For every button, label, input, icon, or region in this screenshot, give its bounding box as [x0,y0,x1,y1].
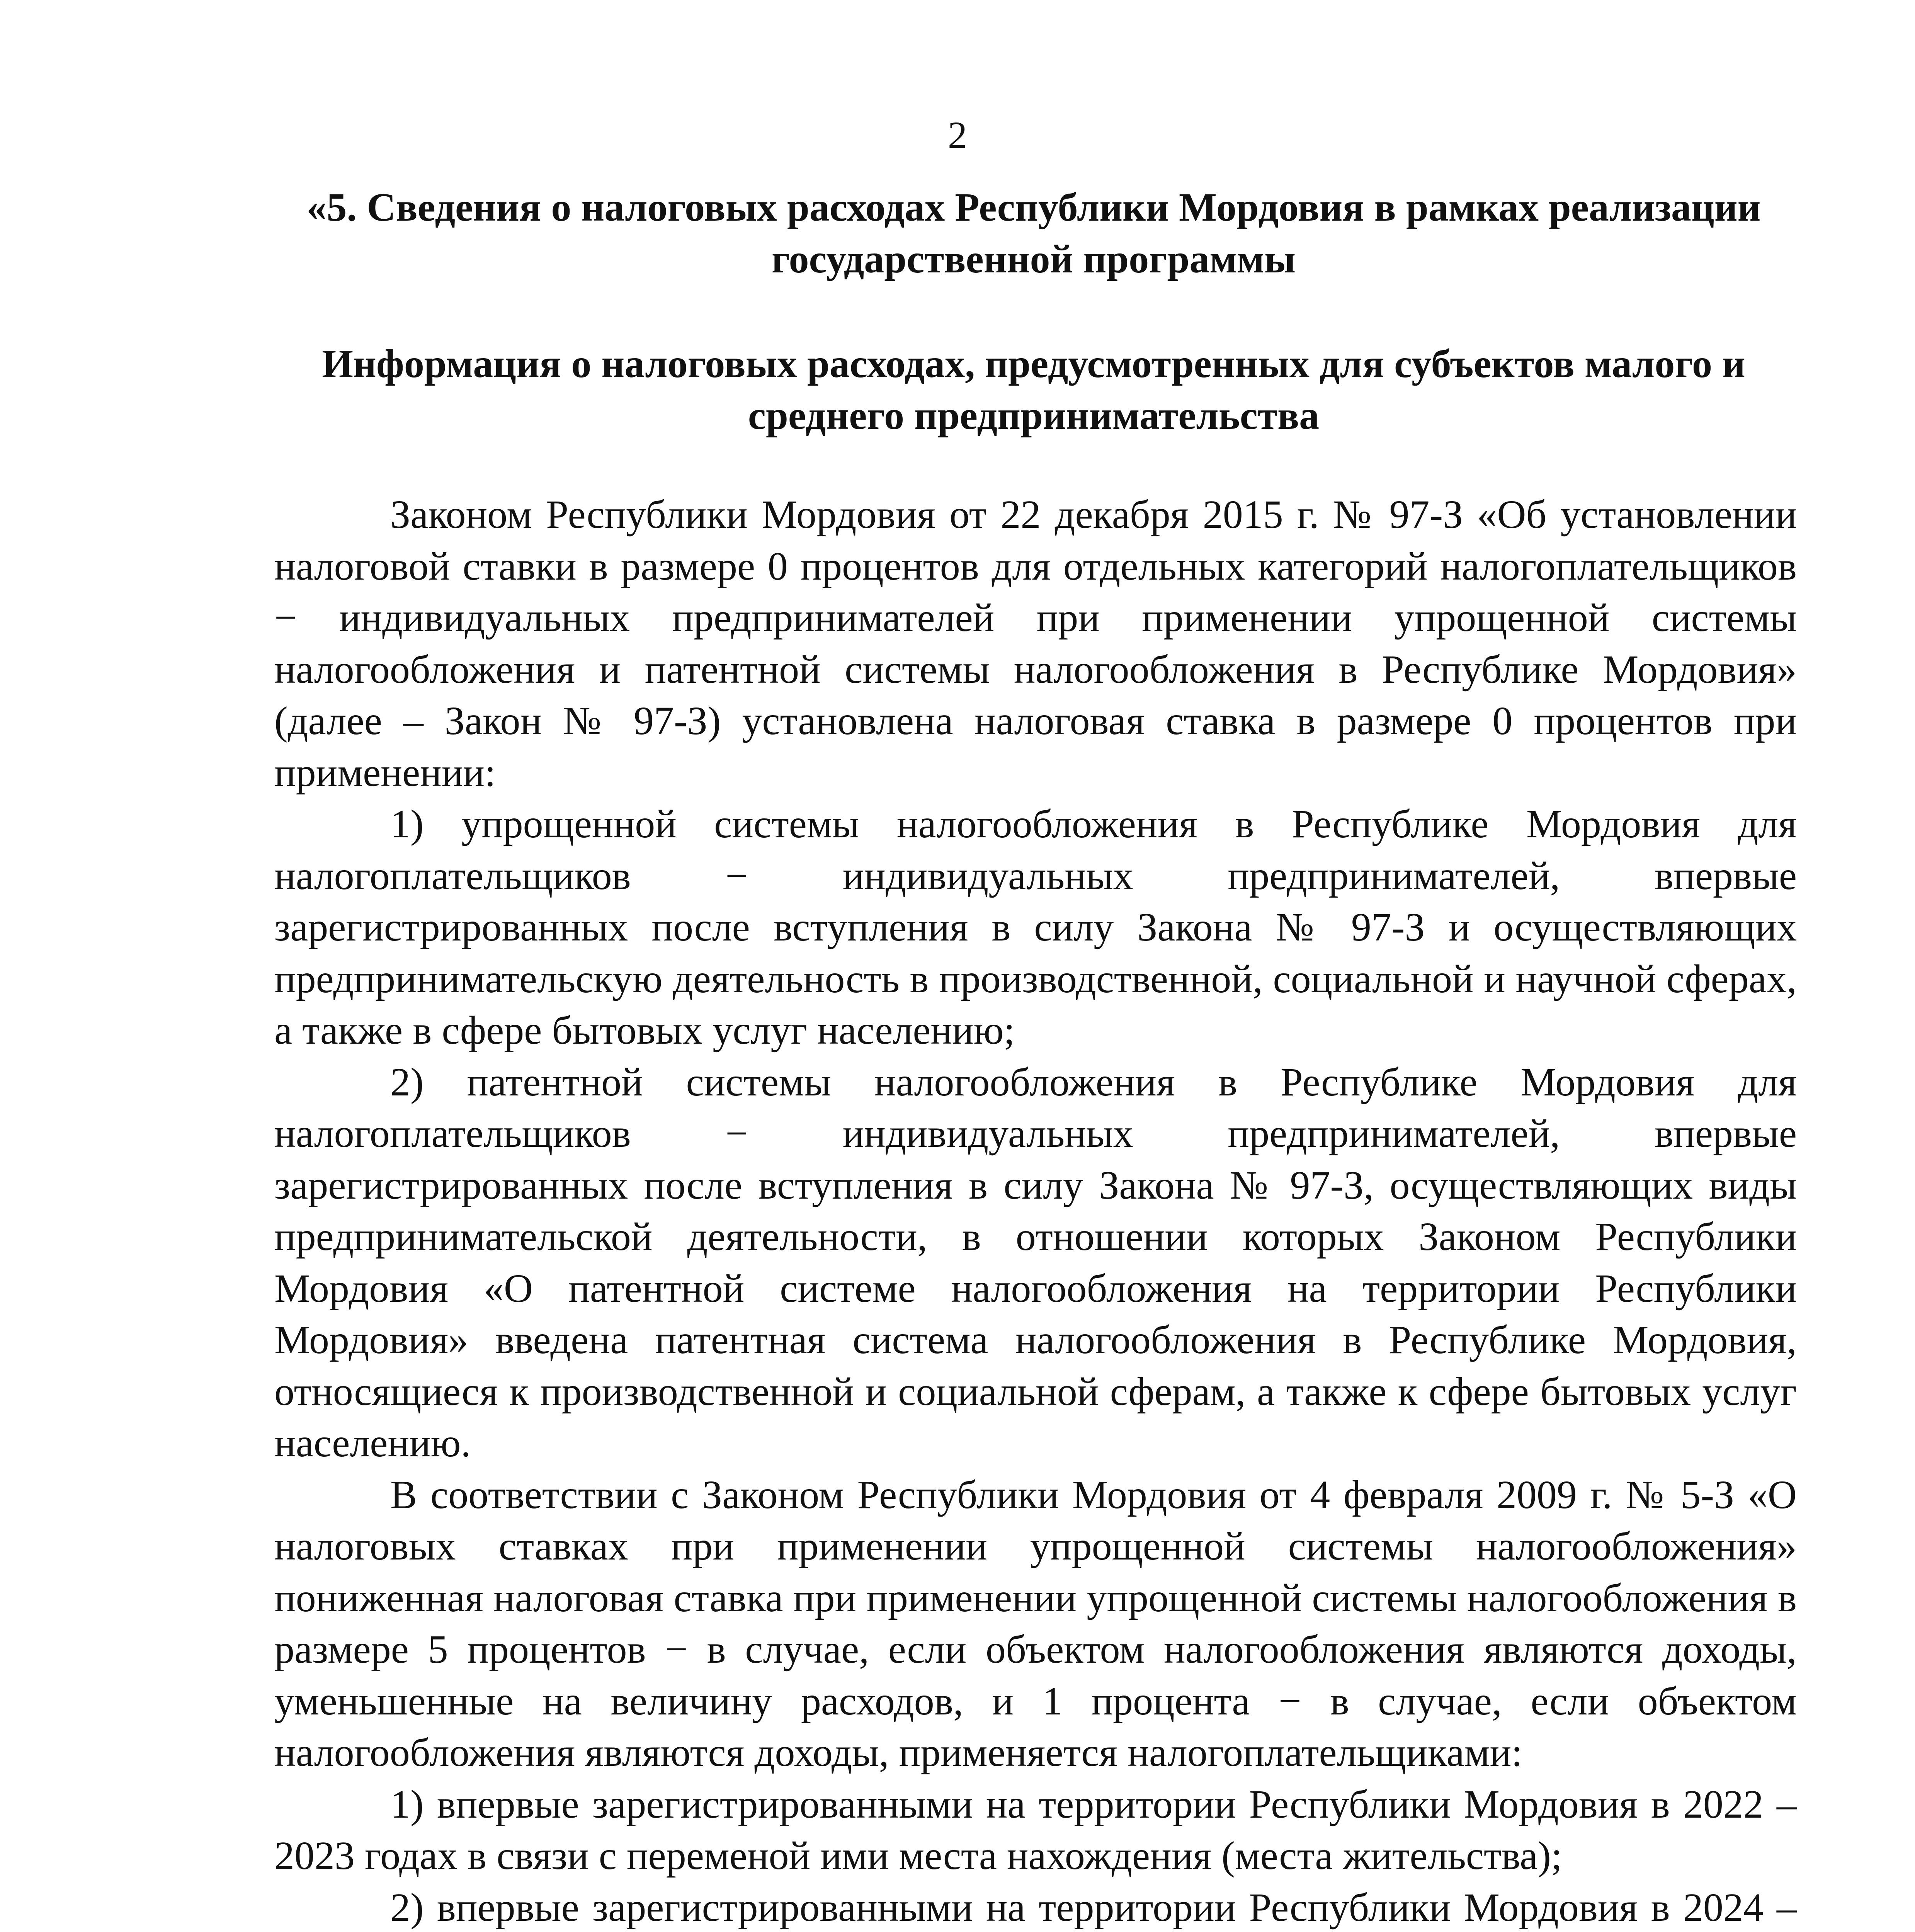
subsection-heading: Информация о налоговых расходах, предусмотренных для субъектов малого и среднего предпринимательства [322,342,1745,438]
document-body [274,489,1797,1932]
paragraph-law-5-intro: В соответствии с Законом Республики Мордовия от 4 февраля 2009 г. № 5-З «О налоговых ставках при применении упрощенной системы налогообложения» пониженная налоговая ставка при применении упрощенной системы налогообложения в размере 5 процентов − в случае, если объектом налогообложения являются доходы, уменьшенные на величину расходов, и 1 процента − в случае, если объектом налогообложения являются доходы, применяется налогоплательщиками: [274,1472,1797,1775]
paragraph-registered-2024-2026: 2) впервые зарегистрированными на территории Республики Мордовия в 2024 – [390,1885,1797,1930]
section-heading: «5. Сведения о налоговых расходах Республики Мордовия в рамках реализации государственной программы [306,185,1761,281]
paragraph-law-97-intro: Законом Республики Мордовия от 22 декабря 2015 г. № 97-З «Об установлении налоговой ставки в размере 0 процентов для отдельных категорий налогоплательщиков − индивидуальных предпринимателей при применении упрощенной системы налогообложения и патентной системы налогообложения в Республике Мордовия» (далее – Закон № 97-З) установлена налоговая ставка в размере 0 процентов при применении: [274,492,1797,795]
page-number: 2 [948,114,967,156]
paragraph-patent-system-item: 2) патентной системы налогообложения в Республике Мордовия для налогоплательщиков − индивидуальных предпринимателей, впервые зарегистрированных после вступления в силу Закона № 97-З, осуществляющих виды предпринимательской деятельности, в отношении которых Законом Республики Мордовия «О патентной системе налогообложения на территории Республики Мордовия» введена патентная система налогообложения в Республике Мордовия, относящиеся к производственной и социальной сферам, а также к сфере бытовых услуг населению. [274,1060,1797,1465]
paragraph-registered-2022-2023: 1) впервые зарегистрированными на территории Республики Мордовия в 2022 – 2023 годах в связи с переменой ими места нахождения (места жительства); [274,1782,1797,1878]
paragraph-simplified-system-item: 1) упрощенной системы налогообложения в Республике Мордовия для налогоплательщиков − индивидуальных предпринимателей, впервые зарегистрированных после вступления в силу Закона № 97-З и осуществляющих предпринимательскую деятельность в производственной, социальной и научной сферах, а также в сфере бытовых услуг населению; [274,802,1797,1053]
